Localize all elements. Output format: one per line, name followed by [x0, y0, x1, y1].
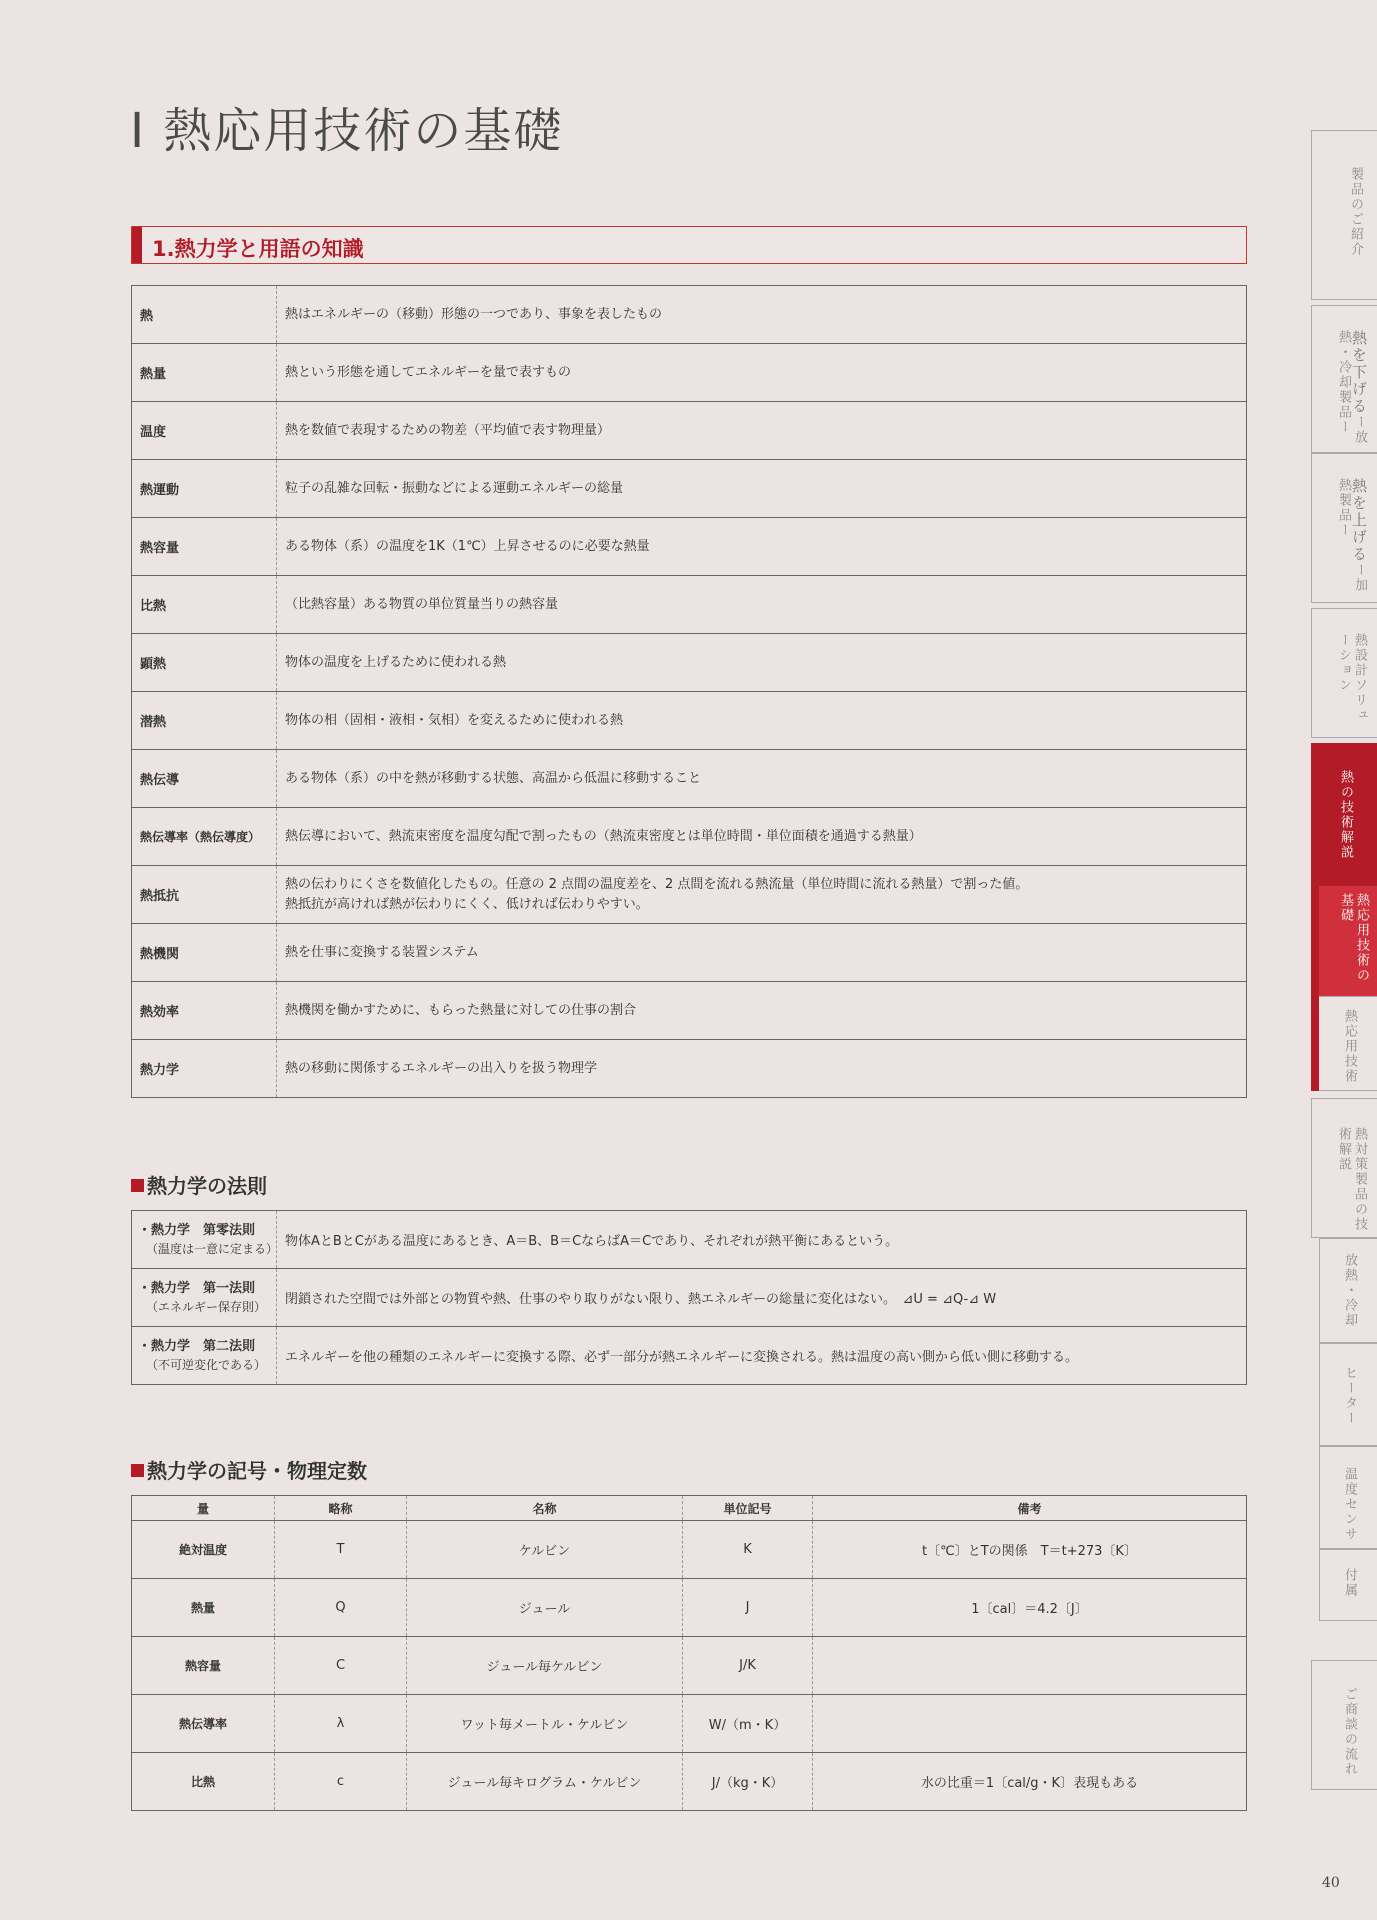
constants-cell: C — [275, 1637, 407, 1695]
sidebar-tab-label: 熱設計ソリューション — [1336, 633, 1367, 723]
term-name: 熱伝導 — [132, 750, 277, 808]
constants-cell: T — [275, 1521, 407, 1579]
term-name: 顕熱 — [132, 634, 277, 692]
constants-cell: λ — [275, 1695, 407, 1753]
term-name: 熱抵抗 — [132, 866, 277, 924]
term-name: 温度 — [132, 402, 277, 460]
term-description: 熱機関を働かすために、もらった熱量に対しての仕事の割合 — [277, 982, 1247, 1040]
term-name: 熱運動 — [132, 460, 277, 518]
terms-row — [132, 866, 1247, 924]
term-description: 熱伝導において、熱流束密度を温度勾配で割ったもの（熱流束密度とは単位時間・単位面積を通過する熱量） — [277, 808, 1247, 866]
terms-row — [132, 518, 1247, 576]
sidebar-tab-thermal-design[interactable] — [1311, 608, 1377, 738]
sidebar-tab-label: 付属 — [1342, 1568, 1357, 1598]
sidebar-tab-basics[interactable] — [1319, 886, 1377, 996]
law-description: 閉鎖された空間では外部との物質や熱、仕事のやり取りがない限り、熱エネルギーの総量に変化はない。 ⊿U = ⊿Q-⊿ W — [277, 1269, 1247, 1327]
page-title: Ⅰ 熱応用技術の基礎 — [130, 103, 564, 159]
page-number: 40 — [1322, 1875, 1340, 1891]
term-name: 熱 — [132, 286, 277, 344]
sidebar-tab-label: 熱を上げるー加熱製品ー — [1336, 478, 1368, 593]
term-description: 熱はエネルギーの（移動）形態の一つであり、事象を表したもの — [277, 286, 1247, 344]
sidebar-tab-countermeasure[interactable] — [1311, 1098, 1377, 1238]
terms-row — [132, 692, 1247, 750]
constants-cell: c — [275, 1753, 407, 1811]
sidebar-tab-accessory[interactable] — [1319, 1549, 1377, 1621]
term-name: 熱伝導率（熱伝導度） — [132, 808, 277, 866]
terms-row — [132, 286, 1247, 344]
constants-cell: W/（m・K） — [683, 1695, 813, 1753]
sidebar-tab-heating[interactable] — [1311, 453, 1377, 603]
sidebar-tab-label: 熱対策製品の技術解説 — [1336, 1127, 1367, 1232]
constants-cell: J/K — [683, 1637, 813, 1695]
sidebar-tab-label: 熱を下げるー放熱・冷却製品ー — [1336, 330, 1368, 445]
constants-cell: 1〔cal〕＝4.2〔J〕 — [813, 1579, 1247, 1637]
law-name: ・熱力学 第一法則 （エネルギー保存則） — [132, 1269, 277, 1327]
sidebar-nav — [1311, 130, 1377, 1790]
col-header: 略称 — [275, 1496, 407, 1521]
sidebar-tab-sensor[interactable] — [1319, 1446, 1377, 1549]
laws-table — [131, 1210, 1247, 1385]
sidebar-tab-label: ご商談の流れ — [1342, 1687, 1357, 1777]
term-description: 熱を仕事に変換する装置システム — [277, 924, 1247, 982]
constants-table — [131, 1495, 1247, 1811]
constants-cell: 絶対温度 — [132, 1521, 275, 1579]
constants-cell: 熱伝導率 — [132, 1695, 275, 1753]
term-name: 熱機関 — [132, 924, 277, 982]
sidebar-tab-tech-explain[interactable] — [1311, 743, 1377, 886]
constants-row — [132, 1521, 1247, 1579]
sidebar-tab-applied[interactable] — [1319, 996, 1377, 1091]
constants-cell: 熱容量 — [132, 1637, 275, 1695]
terms-row — [132, 750, 1247, 808]
term-description: 熱の伝わりにくさを数値化したもの。任意の 2 点間の温度差を、2 点間を流れる熱流量（単位時間に流れる熱量）で割った値。 熱抵抗が高ければ熱が伝わりにくく、低ければ伝わりやすい。 — [277, 866, 1247, 924]
constants-cell: ケルビン — [407, 1521, 683, 1579]
sidebar-tab-label: 製品のご紹介 — [1348, 167, 1363, 257]
constants-cell: ワット毎メートル・ケルビン — [407, 1695, 683, 1753]
terms-row — [132, 982, 1247, 1040]
term-description: （比熱容量）ある物質の単位質量当りの熱容量 — [277, 576, 1247, 634]
constants-heading-text: 熱力学の記号・物理定数 — [147, 1459, 367, 1483]
terms-row — [132, 460, 1247, 518]
col-header: 備考 — [813, 1496, 1247, 1521]
terms-row — [132, 808, 1247, 866]
section-heading-bar — [132, 227, 142, 263]
term-description: 熱という形態を通してエネルギーを量で表すもの — [277, 344, 1247, 402]
constants-cell: ジュール毎キログラム・ケルビン — [407, 1753, 683, 1811]
term-description: 熱を数値で表現するための物差（平均値で表す物理量） — [277, 402, 1247, 460]
term-name: 熱力学 — [132, 1040, 277, 1098]
col-header: 単位記号 — [683, 1496, 813, 1521]
constants-row — [132, 1753, 1247, 1811]
sidebar-tab-label: 熱応用技術 — [1342, 1009, 1357, 1084]
term-description: ある物体（系）の中を熱が移動する状態、高温から低温に移動すること — [277, 750, 1247, 808]
constants-cell: 水の比重＝1〔cal/g・K〕表現もある — [813, 1753, 1247, 1811]
term-name: 比熱 — [132, 576, 277, 634]
terms-row — [132, 344, 1247, 402]
term-name: 熱容量 — [132, 518, 277, 576]
law-row — [132, 1211, 1247, 1269]
sidebar-tab-label: 温度センサ — [1342, 1467, 1357, 1542]
terms-row — [132, 634, 1247, 692]
sidebar-tab-label: 熱応用技術の基礎 — [1338, 893, 1369, 983]
term-description: 物体の温度を上げるために使われる熱 — [277, 634, 1247, 692]
constants-row — [132, 1579, 1247, 1637]
sidebar-tab-label: 熱の技術解説 — [1338, 770, 1353, 860]
terms-table — [131, 285, 1247, 1098]
constants-cell: K — [683, 1521, 813, 1579]
section-heading — [131, 226, 1247, 264]
law-name: ・熱力学 第零法則 （温度は一意に定まる） — [132, 1211, 277, 1269]
section-heading-text: 1.熱力学と用語の知識 — [152, 237, 364, 261]
sidebar-tab-flow[interactable] — [1311, 1660, 1377, 1790]
sidebar-tab-cooling-sub[interactable] — [1319, 1238, 1377, 1343]
law-description: 物体AとBとCがある温度にあるとき、A＝B、B＝CならばA＝Cであり、それぞれが熱平衡にあるという。 — [277, 1211, 1247, 1269]
col-header: 名称 — [407, 1496, 683, 1521]
term-name: 熱量 — [132, 344, 277, 402]
terms-row — [132, 1040, 1247, 1098]
constants-cell: Q — [275, 1579, 407, 1637]
sidebar-tab-products[interactable] — [1311, 130, 1377, 300]
constants-cell: ジュール毎ケルビン — [407, 1637, 683, 1695]
term-description: ある物体（系）の温度を1K（1℃）上昇させるのに必要な熱量 — [277, 518, 1247, 576]
sidebar-tab-label: ヒーター — [1342, 1366, 1357, 1426]
sidebar-tab-cooling[interactable] — [1311, 305, 1377, 453]
term-name: 熱効率 — [132, 982, 277, 1040]
constants-heading — [131, 1455, 367, 1484]
term-description: 熱の移動に関係するエネルギーの出入りを扱う物理学 — [277, 1040, 1247, 1098]
constants-cell: J/（kg・K） — [683, 1753, 813, 1811]
constants-cell: J — [683, 1579, 813, 1637]
constants-cell: t〔℃〕とTの関係 T＝t+273〔K〕 — [813, 1521, 1247, 1579]
constants-cell — [813, 1695, 1247, 1753]
constants-cell: ジュール — [407, 1579, 683, 1637]
term-name: 潜熱 — [132, 692, 277, 750]
heading-square-icon — [131, 1464, 144, 1477]
heading-square-icon — [131, 1179, 144, 1192]
terms-row — [132, 924, 1247, 982]
col-header: 量 — [132, 1496, 275, 1521]
law-description: エネルギーを他の種類のエネルギーに変換する際、必ず一部分が熱エネルギーに変換される。熱は温度の高い側から低い側に移動する。 — [277, 1327, 1247, 1385]
term-description: 物体の相（固相・液相・気相）を変えるために使われる熱 — [277, 692, 1247, 750]
sidebar-tab-heater[interactable] — [1319, 1343, 1377, 1446]
laws-heading-text: 熱力学の法則 — [147, 1174, 267, 1198]
constants-cell: 比熱 — [132, 1753, 275, 1811]
term-description: 粒子の乱雑な回転・振動などによる運動エネルギーの総量 — [277, 460, 1247, 518]
constants-cell: 熱量 — [132, 1579, 275, 1637]
law-name: ・熱力学 第二法則 （不可逆変化である） — [132, 1327, 277, 1385]
terms-row — [132, 576, 1247, 634]
sidebar-active-bar — [1311, 743, 1319, 1091]
constants-row — [132, 1695, 1247, 1753]
law-row — [132, 1327, 1247, 1385]
constants-row — [132, 1637, 1247, 1695]
laws-heading — [131, 1170, 267, 1199]
sidebar-tab-label: 放熱・冷却 — [1342, 1253, 1357, 1328]
constants-cell — [813, 1637, 1247, 1695]
law-row — [132, 1269, 1247, 1327]
terms-row — [132, 402, 1247, 460]
